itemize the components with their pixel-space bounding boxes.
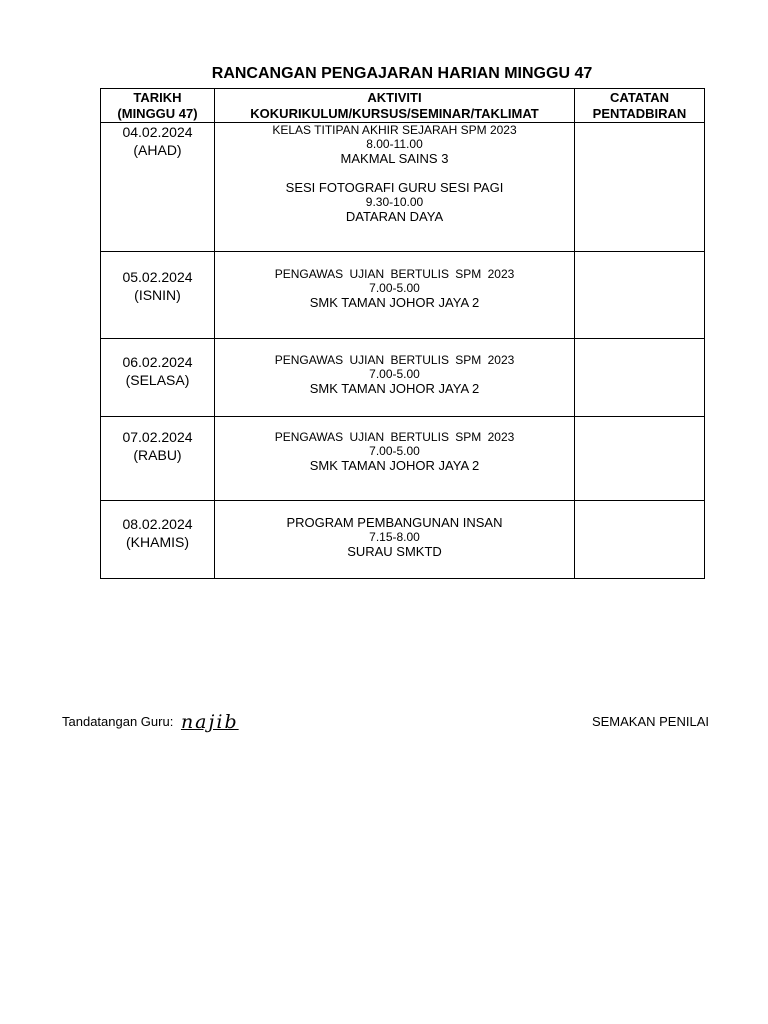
date-cell	[101, 252, 215, 339]
note-cell	[575, 123, 705, 252]
table-row	[101, 339, 705, 417]
signature: najib	[180, 711, 239, 733]
header-tarikh	[101, 89, 215, 123]
note-cell	[575, 417, 705, 501]
table-row	[101, 252, 705, 339]
row-day: (RABU)	[133, 447, 182, 463]
header-catatan	[575, 89, 705, 123]
note-cell	[575, 339, 705, 417]
activity-time: 7.00-5.00	[369, 281, 420, 295]
row-day: (ISNIN)	[134, 287, 181, 303]
activity-place: SMK TAMAN JOHOR JAYA 2	[309, 381, 480, 396]
date-cell	[101, 123, 215, 252]
header-aktiviti-line2: KOKURIKULUM/KURSUS/SEMINAR/TAKLIMAT	[250, 106, 539, 121]
activity-cell	[215, 123, 575, 252]
row-day: (SELASA)	[125, 372, 190, 388]
table-header-row	[101, 89, 705, 123]
activity-title: PENGAWAS UJIAN BERTULIS SPM 2023	[274, 267, 515, 281]
row-date: 06.02.2024	[122, 354, 193, 370]
activity-place: DATARAN DAYA	[345, 209, 444, 224]
activity-place: SMK TAMAN JOHOR JAYA 2	[309, 295, 480, 310]
activity-cell	[215, 252, 575, 339]
row-date: 07.02.2024	[122, 429, 193, 445]
activity-cell	[215, 339, 575, 417]
row-day: (KHAMIS)	[126, 534, 189, 550]
table-row	[101, 501, 705, 579]
activity-time: 8.00-11.00	[366, 137, 423, 151]
date-cell	[101, 417, 215, 501]
activity-title: PENGAWAS UJIAN BERTULIS SPM 2023	[274, 430, 515, 444]
note-cell	[575, 501, 705, 579]
row-date: 08.02.2024	[122, 516, 193, 532]
teacher-signature	[62, 712, 239, 732]
activity-place: SMK TAMAN JOHOR JAYA 2	[309, 458, 480, 473]
note-cell	[575, 252, 705, 339]
activity-cell	[215, 417, 575, 501]
header-aktiviti	[215, 89, 575, 123]
activity-cell	[215, 501, 575, 579]
row-date: 05.02.2024	[122, 269, 193, 285]
lesson-plan-table	[100, 88, 705, 579]
activity-title: SESI FOTOGRAFI GURU SESI PAGI	[285, 180, 504, 195]
header-aktiviti-line1: AKTIVITI	[367, 90, 422, 105]
date-cell	[101, 339, 215, 417]
header-catatan-line2: PENTADBIRAN	[592, 106, 687, 121]
activity-time: 7.15-8.00	[369, 530, 420, 544]
activity-place: MAKMAL SAINS 3	[340, 151, 449, 166]
activity-title: PENGAWAS UJIAN BERTULIS SPM 2023	[274, 353, 515, 367]
row-day: (AHAD)	[133, 142, 182, 158]
header-tarikh-line2: (MINGGU 47)	[117, 106, 198, 121]
activity-time: 9.30-10.00	[365, 195, 424, 209]
table-row	[101, 417, 705, 501]
activity-title: PROGRAM PEMBANGUNAN INSAN	[286, 515, 503, 530]
row-date: 04.02.2024	[122, 124, 193, 140]
activity-time: 7.00-5.00	[369, 444, 420, 458]
page-title: RANCANGAN PENGAJARAN HARIAN MINGGU 47	[211, 65, 593, 82]
date-cell	[101, 501, 215, 579]
header-tarikh-line1: TARIKH	[133, 90, 182, 105]
signature-label: Tandatangan Guru:	[62, 714, 174, 729]
activity-place: SURAU SMKTD	[347, 544, 442, 559]
review-label: SEMAKAN PENILAI	[591, 714, 709, 729]
header-catatan-line1: CATATAN	[610, 90, 669, 105]
activity-time: 7.00-5.00	[369, 367, 420, 381]
table-row	[101, 123, 705, 252]
activity-title: KELAS TITIPAN AKHIR SEJARAH SPM 2023	[272, 123, 517, 137]
